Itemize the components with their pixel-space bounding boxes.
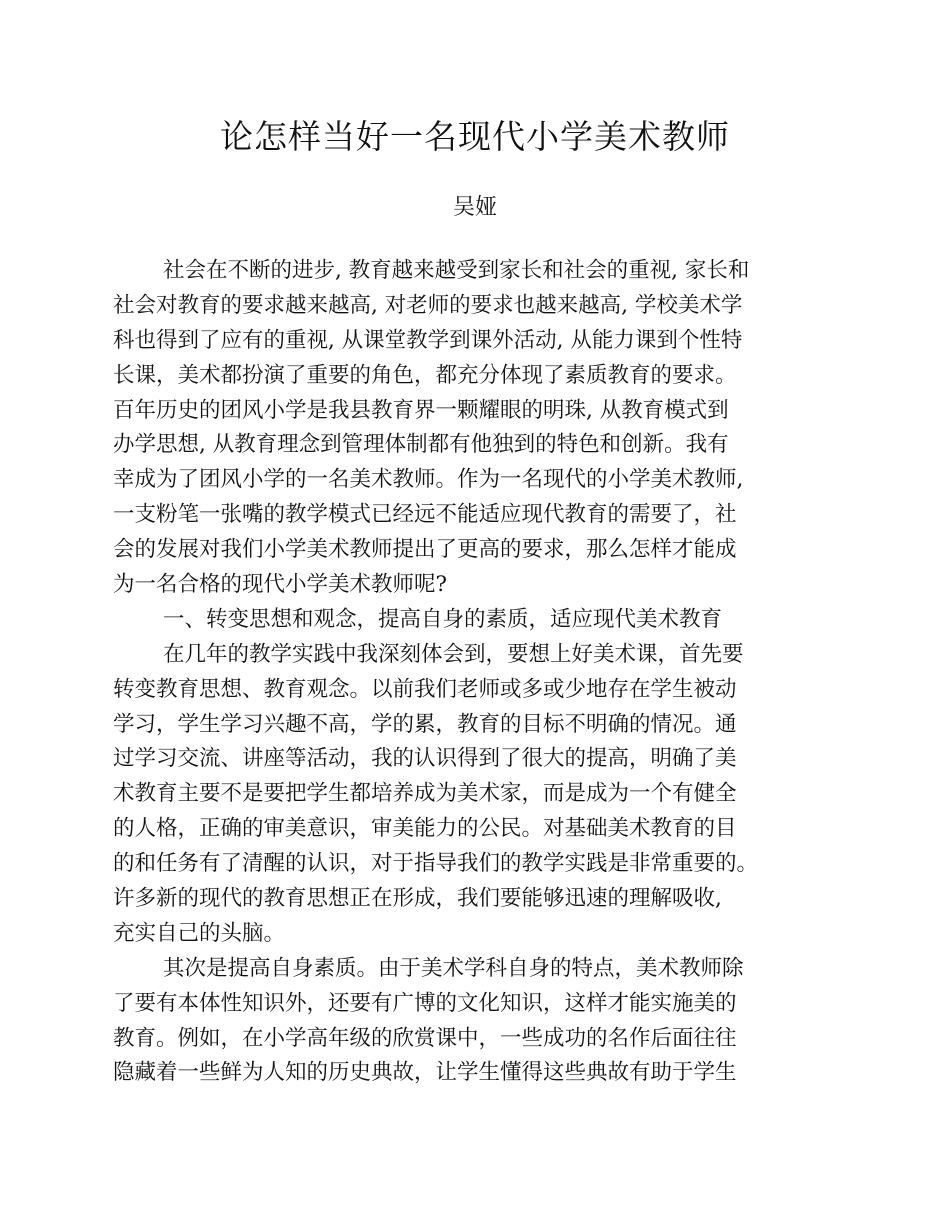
text-line: 隐藏着一些鲜为人知的历史典故，让学生懂得这些典故有助于学生: [113, 1060, 737, 1086]
text-line: 科也得到了应有的重视, 从课堂教学到课外活动, 从能力课到个性特: [113, 327, 743, 353]
text-line: 充实自己的头脑。: [113, 920, 286, 946]
text-line: 一、转变思想和观念，提高自身的素质，适应现代美术教育: [163, 606, 723, 632]
document-title: 论怎样当好一名现代小学美术教师: [220, 117, 730, 156]
text-line: 学习，学生学习兴趣不高，学的累，教育的目标不明确的情况。通: [113, 711, 737, 737]
text-line: 办学思想, 从教育理念到管理体制都有他独到的特色和创新。我有: [113, 432, 729, 458]
text-line: 教育。例如，在小学高年级的欣赏课中，一些成功的名作后面往往: [113, 1025, 737, 1051]
text-line: 幸成为了团风小学的一名美术教师。作为一名现代的小学美术教师,: [113, 467, 744, 493]
text-line: 过学习交流、讲座等活动，我的认识得到了很大的提高，明确了美: [113, 746, 737, 772]
text-line: 社会对教育的要求越来越高, 对老师的要求也越来越高, 学校美术学: [113, 292, 743, 318]
text-line: 术教育主要不是要把学生都培养成为美术家，而是成为一个有健全: [113, 781, 737, 807]
text-line: 了要有本体性知识外，还要有广博的文化知识，这样才能实施美的: [113, 990, 737, 1016]
text-line: 会的发展对我们小学美术教师提出了更高的要求，那么怎样才能成: [113, 537, 737, 563]
text-line: 长课，美术都扮演了重要的角色，都充分体现了素质教育的要求。: [113, 362, 737, 388]
text-line: 许多新的现代的教育思想正在形成，我们要能够迅速的理解吸收,: [113, 886, 722, 912]
text-line: 转变教育思想、教育观念。以前我们老师或多或少地存在学生被动: [113, 676, 737, 702]
text-line: 一支粉笔一张嘴的教学模式已经远不能适应现代教育的需要了，社: [113, 502, 737, 528]
text-line: 在几年的教学实践中我深刻体会到，要想上好美术课，首先要: [163, 641, 744, 667]
text-line: 其次是提高自身素质。由于美术学科自身的特点，美术教师除: [163, 955, 744, 981]
text-line: 的人格，正确的审美意识，审美能力的公民。对基础美术教育的目: [113, 816, 737, 842]
text-line: 为一名合格的现代小学美术教师呢?: [113, 572, 448, 598]
text-line: 百年历史的团风小学是我县教育界一颗耀眼的明珠, 从教育模式到: [113, 397, 729, 423]
body-text: [113, 254, 863, 1091]
author-name: 吴娅: [452, 195, 497, 220]
text-line: 的和任务有了清醒的认识，对于指导我们的教学实践是非常重要的。: [113, 851, 759, 877]
text-line: 社会在不断的进步, 教育越来越受到家长和社会的重视, 家长和: [163, 258, 750, 283]
